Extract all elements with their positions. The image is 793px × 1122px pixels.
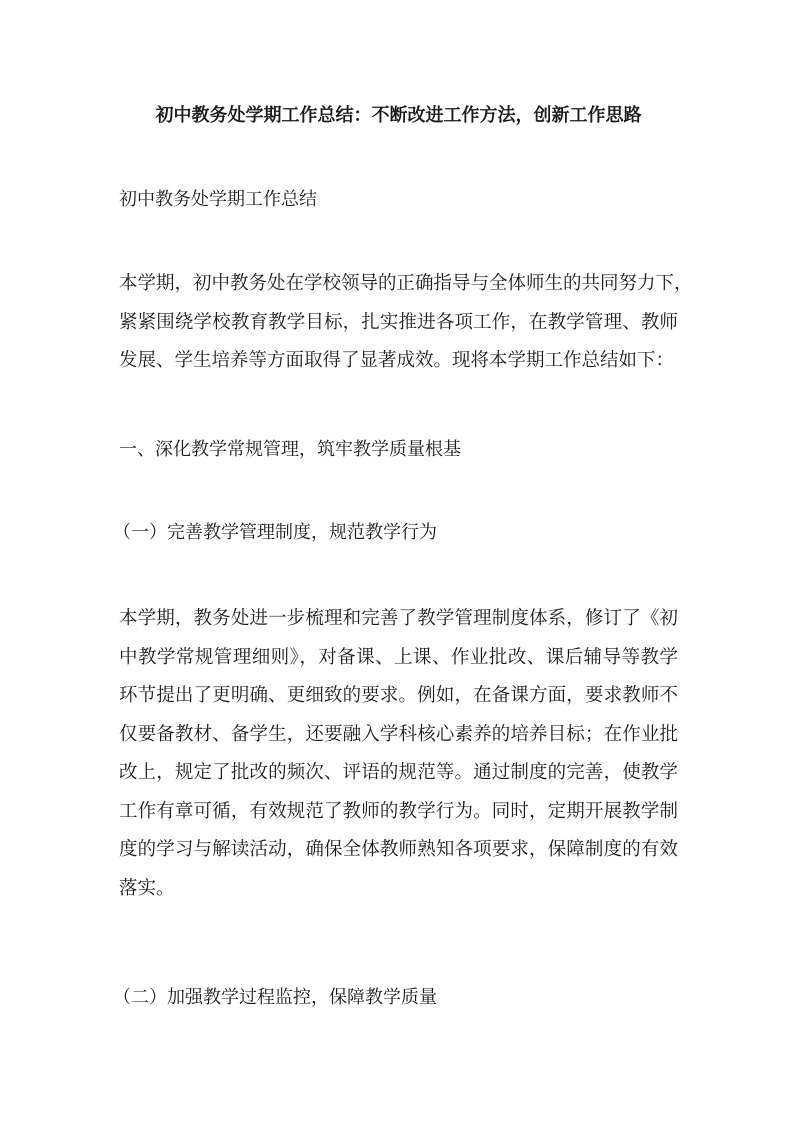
paragraph-line: 中教学常规管理细则》，对备课、上课、作业批改、课后辅导等教学 bbox=[119, 646, 678, 668]
paragraph-line: 本学期，初中教务处在学校领导的正确指导与全体师生的共同努力下， bbox=[119, 273, 693, 294]
paragraph-line: 环节提出了更明确、更细致的要求。例如，在备课方面，要求教师不 bbox=[119, 685, 678, 706]
intro-paragraph bbox=[119, 265, 693, 381]
paragraph-line: 本学期，教务处进一步梳理和完善了教学管理制度体系，修订了《初 bbox=[119, 608, 678, 629]
paragraph-line: 仅要备教材、备学生，还要融入学科核心素养的培养目标；在作业批 bbox=[119, 723, 678, 745]
paragraph-line: 落实。 bbox=[119, 877, 175, 899]
paragraph-line: 改上，规定了批改的频次、评语的规范等。通过制度的完善，使教学 bbox=[119, 762, 678, 783]
paragraph-line: 发展、学生培养等方面取得了显著成效。现将本学期工作总结如下： bbox=[119, 350, 675, 371]
document-subtitle: 初中教务处学期工作总结 bbox=[119, 189, 317, 210]
paragraph-line: 工作有章可循，有效规范了教师的教学行为。同时，定期开展教学制 bbox=[119, 800, 678, 822]
paragraph-line: 度的学习与解读活动，确保全体教师熟知各项要求，保障制度的有效 bbox=[119, 839, 678, 860]
section-heading-1: 一、深化教学常规管理，筑牢教学质量根基 bbox=[119, 439, 461, 460]
subsection-heading-1-2: （二）加强教学过程监控，保障教学质量 bbox=[113, 987, 437, 1008]
paragraph-line: 紧紧围绕学校教育教学目标，扎实推进各项工作，在教学管理、教师 bbox=[119, 311, 678, 333]
document-title: 初中教务处学期工作总结：不断改进工作方法，创新工作思路 bbox=[155, 105, 642, 126]
subsection-1-1-paragraph bbox=[119, 600, 678, 908]
subsection-heading-1-1: （一）完善教学管理制度，规范教学行为 bbox=[113, 522, 437, 543]
